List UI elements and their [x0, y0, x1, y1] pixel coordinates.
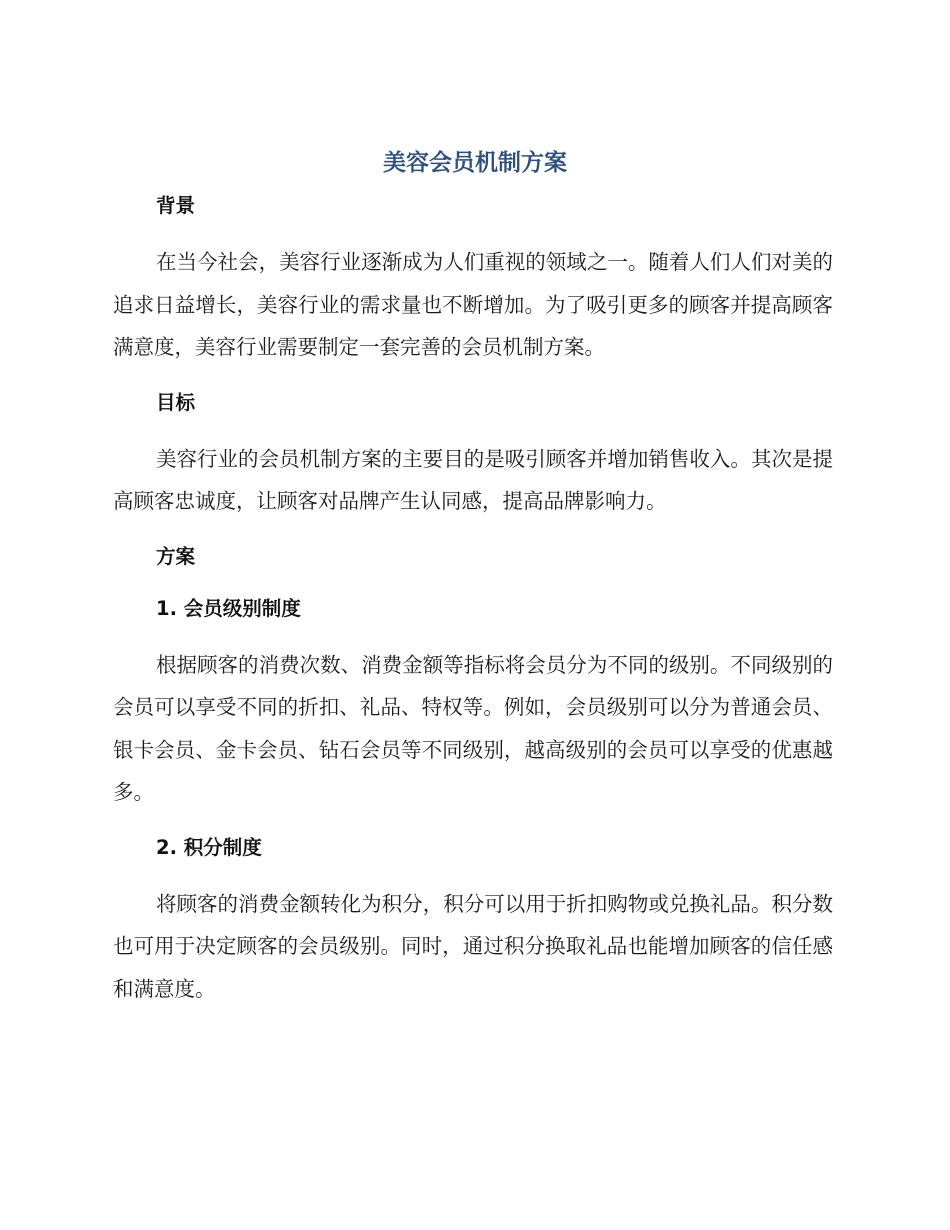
section-heading-background: 背景 [156, 194, 196, 217]
section-text-goal: 美容行业的会员机制方案的主要目的是吸引顾客并增加销售收入。其次是提高顾客忠诚度，让顾客对品牌产生认同感，提高品牌影响力。 [113, 446, 833, 513]
section-heading-points: 2. 积分制度 [156, 835, 262, 859]
section-goal [113, 385, 833, 523]
section-membership-levels [113, 591, 833, 814]
document-title: 美容会员机制方案 [383, 150, 567, 176]
section-background [113, 188, 833, 369]
section-points [113, 830, 833, 1011]
section-plan [113, 539, 833, 575]
section-text-background: 在当今社会，美容行业逐渐成为人们重视的领域之一。随着人们人们对美的追求日益增长，美容行业的需求量也不断增加。为了吸引更多的顾客并提高顾客满意度，美容行业需要制定一套完善的会员机制方案。 [113, 250, 833, 359]
section-heading-plan: 方案 [156, 544, 196, 568]
section-text-points: 将顾客的消费金额转化为积分，积分可以用于折扣购物或兑换礼品。积分数也可用于决定顾客的会员级别。同时，通过积分换取礼品也能增加顾客的信任感和满意度。 [113, 891, 833, 1001]
section-text-membership-levels: 根据顾客的消费次数、消费金额等指标将会员分为不同的级别。不同级别的会员可以享受不同的折扣、礼品、特权等。例如，会员级别可以分为普通会员、银卡会员、金卡会员、钻石会员等不同级别，越高级别的会员可以享受的优惠越多。 [113, 652, 833, 804]
document-body [113, 188, 833, 1010]
section-heading-membership-levels: 1. 会员级别制度 [156, 596, 301, 620]
section-heading-goal: 目标 [156, 390, 196, 414]
